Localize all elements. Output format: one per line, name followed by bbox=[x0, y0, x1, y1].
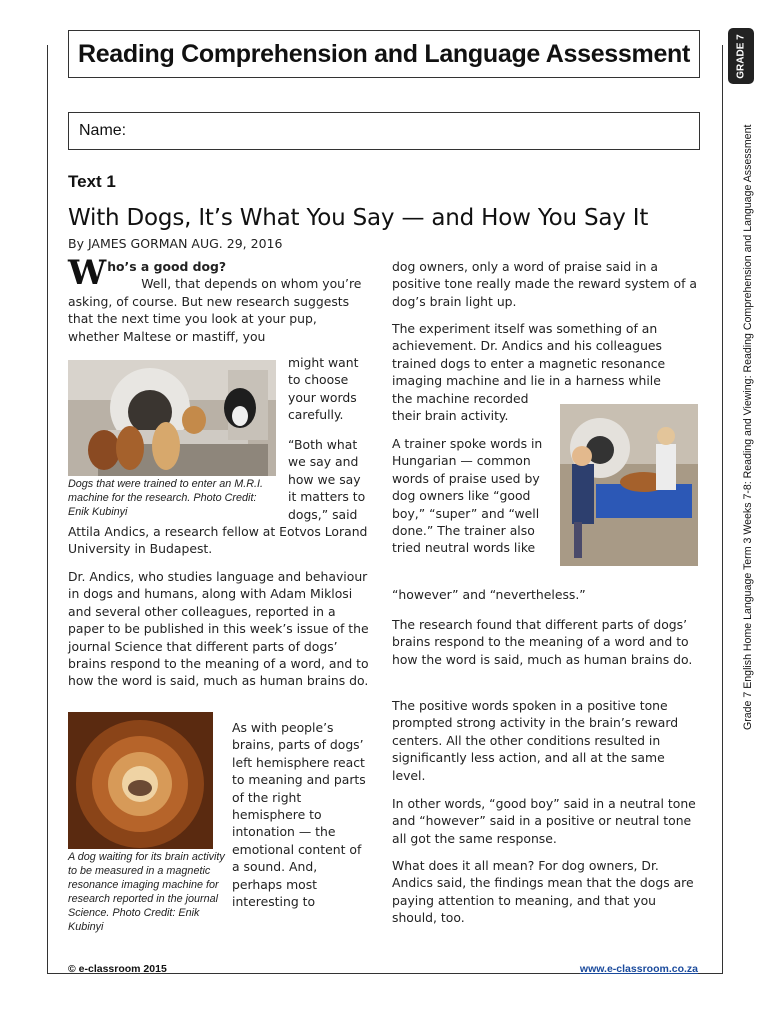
photo2-caption: A dog waiting for its brain activity to be measured in a magnetic resonance imaging machine for research reported in the journal Science. Photo Credit: Enik Kubinyi bbox=[68, 851, 225, 933]
article-headline: With Dogs, It’s What You Say — and How You Say It bbox=[68, 205, 649, 231]
right-p3-a: A trainer spoke words in Hungarian — common words of praise used by dog owners like “good boy,” “super” and “well done.” The trainer also tried neutral words like bbox=[392, 436, 543, 556]
right-p1: dog owners, only a word of praise said in a positive tone really made the reward system of a dog’s brain light up. bbox=[392, 259, 698, 309]
right-p5: The positive words spoken in a positive tone prompted strong activity in the brain’s reward centers. All the other conditions resulted in significantly less action, and all at the same level. bbox=[392, 698, 679, 783]
left-p4: As with people’s brains, parts of dogs’ left hemisphere react to meaning and parts of the right hemisphere to intonation — the emotional content of a sound. And, perhaps most interesting to bbox=[232, 720, 366, 910]
left-p3: Dr. Andics, who studies language and behaviour in dogs and humans, along with Adam Miklosi and several other colleagues, reported in a paper to be published in this week’s issue of the journal Science that different parts of dogs’ brains respond to the meaning of a word, and to how the word is said, much as human brains do. bbox=[68, 569, 369, 689]
grade-tab-label: GRADE 7 bbox=[735, 33, 747, 79]
title-box bbox=[68, 30, 700, 78]
name-label: Name: bbox=[79, 122, 127, 139]
right-p7: What does it all mean? For dog owners, Dr. Andics said, the findings mean that the dogs are paying attention to meaning, and that you should, too. bbox=[392, 858, 694, 926]
text-label: Text 1 bbox=[68, 172, 116, 191]
left-p2-b: Attila Andics, a research fellow at Eotvos Lorand University in Budapest. bbox=[68, 524, 368, 557]
grade-tab bbox=[728, 28, 754, 84]
lead-question: ho’s a good dog? bbox=[107, 259, 227, 274]
right-p2-a: The experiment itself was something of an achievement. Dr. Andics and his colleagues trained dogs to enter a magnetic resonance imaging machine and lie in a harness while bbox=[392, 321, 666, 389]
right-p6: In other words, “good boy” said in a neutral tone and “however” said in a positive or neutral tone all got the same response. bbox=[392, 796, 696, 846]
photo-trainers-with-dog bbox=[560, 404, 698, 566]
footer-url-link[interactable]: www.e-classroom.co.za bbox=[579, 963, 698, 975]
photo1-caption: Dogs that were trained to enter an M.R.I. machine for the research. Photo Credit: Enik Kubinyi bbox=[68, 478, 264, 518]
side-label: Grade 7 English Home Language Term 3 Weeks 7-8: Reading and Viewing: Reading Comprehension and Language Assessment bbox=[742, 124, 754, 730]
footer-copyright: © e-classroom 2015 bbox=[68, 963, 167, 975]
right-p4: The research found that different parts of dogs’ brains respond to the meaning of a word and to how the word is said, much as human brains do. bbox=[392, 617, 693, 667]
page-title: Reading Comprehension and Language Assessment bbox=[77, 39, 691, 68]
right-p2-b: the machine recorded their brain activity. bbox=[392, 391, 529, 424]
right-p3-b: “however” and “nevertheless.” bbox=[392, 587, 586, 602]
drop-cap: W bbox=[68, 253, 107, 293]
article-byline: By JAMES GORMAN AUG. 29, 2016 bbox=[68, 236, 283, 251]
lead-paragraph bbox=[68, 253, 366, 345]
left-p1-b: might want to choose your words carefully. bbox=[288, 355, 359, 423]
photo-dogs-mri bbox=[68, 360, 276, 476]
left-p1-a: Well, that depends on whom you’re asking, of course. But new research suggests that the next time you look at your pup, whether Maltese or mastiff, you bbox=[68, 276, 362, 344]
name-field[interactable] bbox=[68, 112, 700, 150]
left-p2-a: “Both what we say and how we say it matters to dogs,” said bbox=[288, 437, 366, 522]
photo-dog-in-mri-tube bbox=[68, 712, 213, 849]
